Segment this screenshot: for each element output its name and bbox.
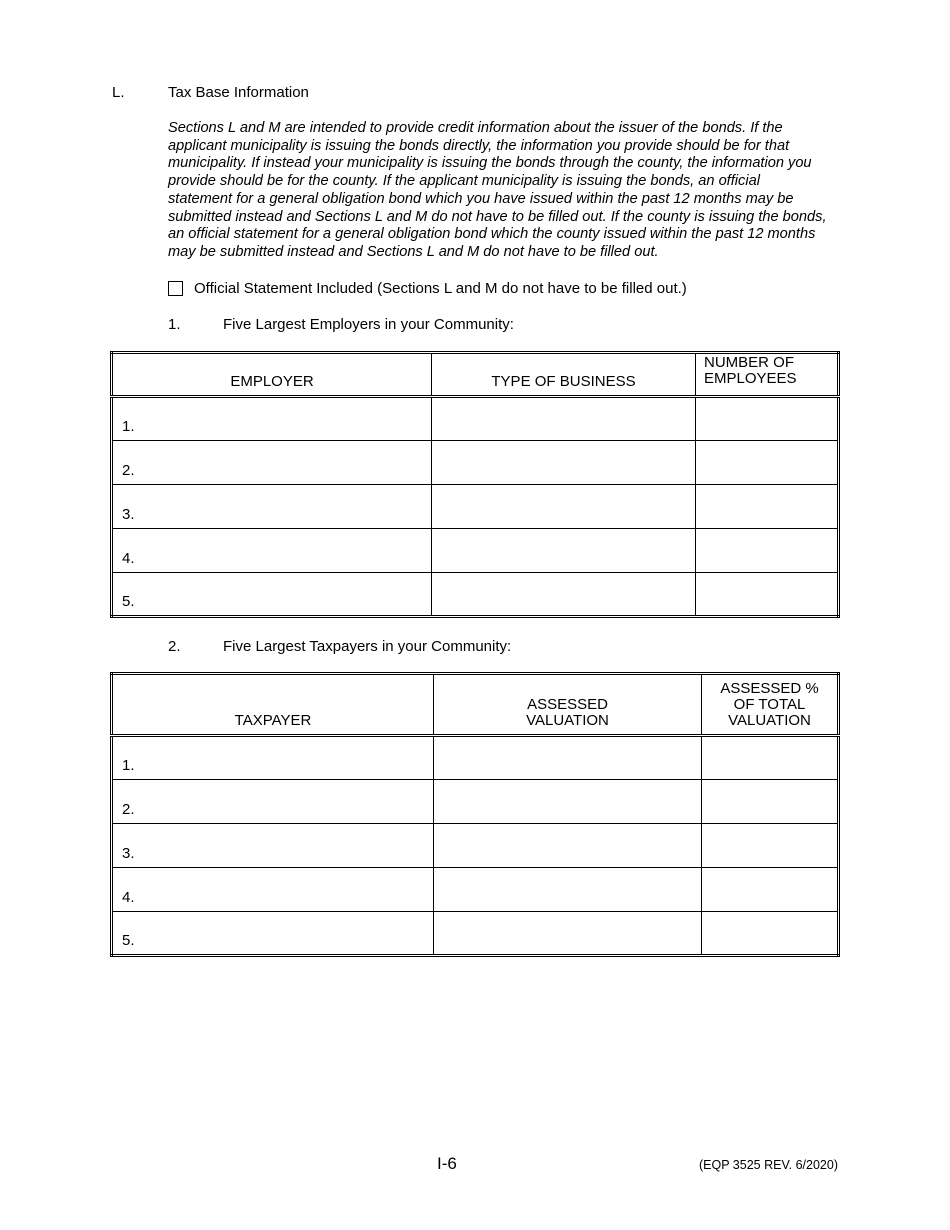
employers-table [110, 351, 840, 618]
type-of-business-column-header: TYPE OF BUSINESS [432, 353, 696, 397]
employer-cell[interactable]: 5. [112, 573, 432, 617]
section-instructions: Sections L and M are intended to provide credit information about the issuer of the bonds. If the applicant municipality is issuing the bonds directly, the information you provide should be for that municipality. If instead your municipality is issuing the bonds through the county, the information you provide should be for the county. If the applicant municipality is issuing the bonds, an official statement for a general obligation bond which you have issued within the past 12 months may be submitted instead and Sections L and M do not have to be filled out. If the county is issuing the bonds, an official statement for a general obligation bond which the county issued within the past 12 months may be submitted instead and Sections L and M do not have to be filled out. [168, 120, 827, 260]
page-number: I-6 [437, 1154, 457, 1173]
official-statement-checkbox[interactable] [168, 281, 183, 296]
number-of-employees-cell[interactable] [696, 441, 839, 485]
assessed-percent-column-header: ASSESSED % OF TOTAL VALUATION [702, 674, 839, 736]
type-of-business-cell[interactable] [432, 397, 696, 441]
employers-item-number: 1. [168, 316, 181, 333]
type-of-business-cell[interactable] [432, 485, 696, 529]
taxpayers-header-row [112, 674, 839, 736]
taxpayers-item-number: 2. [168, 638, 181, 655]
assessed-percent-cell[interactable] [702, 868, 839, 912]
section-title: Tax Base Information [168, 84, 309, 101]
assessed-valuation-cell[interactable] [434, 736, 702, 780]
employer-cell[interactable]: 4. [112, 529, 432, 573]
taxpayer-column-header: TAXPAYER [112, 674, 434, 736]
table-row [112, 868, 839, 912]
taxpayer-cell[interactable]: 3. [112, 824, 434, 868]
type-of-business-cell[interactable] [432, 529, 696, 573]
assessed-percent-cell[interactable] [702, 736, 839, 780]
employer-cell[interactable]: 3. [112, 485, 432, 529]
assessed-valuation-column-header: ASSESSED VALUATION [434, 674, 702, 736]
employer-column-header: EMPLOYER [112, 353, 432, 397]
assessed-valuation-cell[interactable] [434, 912, 702, 956]
table-row [112, 573, 839, 617]
table-row [112, 780, 839, 824]
taxpayer-cell[interactable]: 1. [112, 736, 434, 780]
assessed-percent-cell[interactable] [702, 912, 839, 956]
assessed-percent-cell[interactable] [702, 780, 839, 824]
assessed-valuation-cell[interactable] [434, 824, 702, 868]
taxpayers-table [110, 672, 840, 957]
form-revision: (EQP 3525 REV. 6/2020) [699, 1158, 838, 1172]
number-of-employees-column-header: NUMBER OF EMPLOYEES [696, 353, 839, 397]
table-row [112, 736, 839, 780]
number-of-employees-cell[interactable] [696, 397, 839, 441]
section-letter: L. [112, 84, 125, 101]
taxpayer-cell[interactable]: 5. [112, 912, 434, 956]
employers-header-row [112, 353, 839, 397]
employer-cell[interactable]: 2. [112, 441, 432, 485]
official-statement-row [168, 280, 687, 297]
number-of-employees-cell[interactable] [696, 485, 839, 529]
assessed-valuation-cell[interactable] [434, 780, 702, 824]
employer-cell[interactable]: 1. [112, 397, 432, 441]
type-of-business-cell[interactable] [432, 573, 696, 617]
type-of-business-cell[interactable] [432, 441, 696, 485]
taxpayer-cell[interactable]: 2. [112, 780, 434, 824]
number-of-employees-cell[interactable] [696, 529, 839, 573]
table-row [112, 824, 839, 868]
assessed-percent-cell[interactable] [702, 824, 839, 868]
number-of-employees-cell[interactable] [696, 573, 839, 617]
table-row [112, 529, 839, 573]
table-row [112, 485, 839, 529]
employers-heading: Five Largest Employers in your Community: [223, 316, 514, 333]
taxpayers-heading: Five Largest Taxpayers in your Community: [223, 638, 512, 655]
table-row [112, 912, 839, 956]
table-row [112, 441, 839, 485]
table-row [112, 397, 839, 441]
assessed-valuation-cell[interactable] [434, 868, 702, 912]
official-statement-label: Official Statement Included (Sections L and M do not have to be filled out.) [194, 280, 687, 297]
taxpayer-cell[interactable]: 4. [112, 868, 434, 912]
